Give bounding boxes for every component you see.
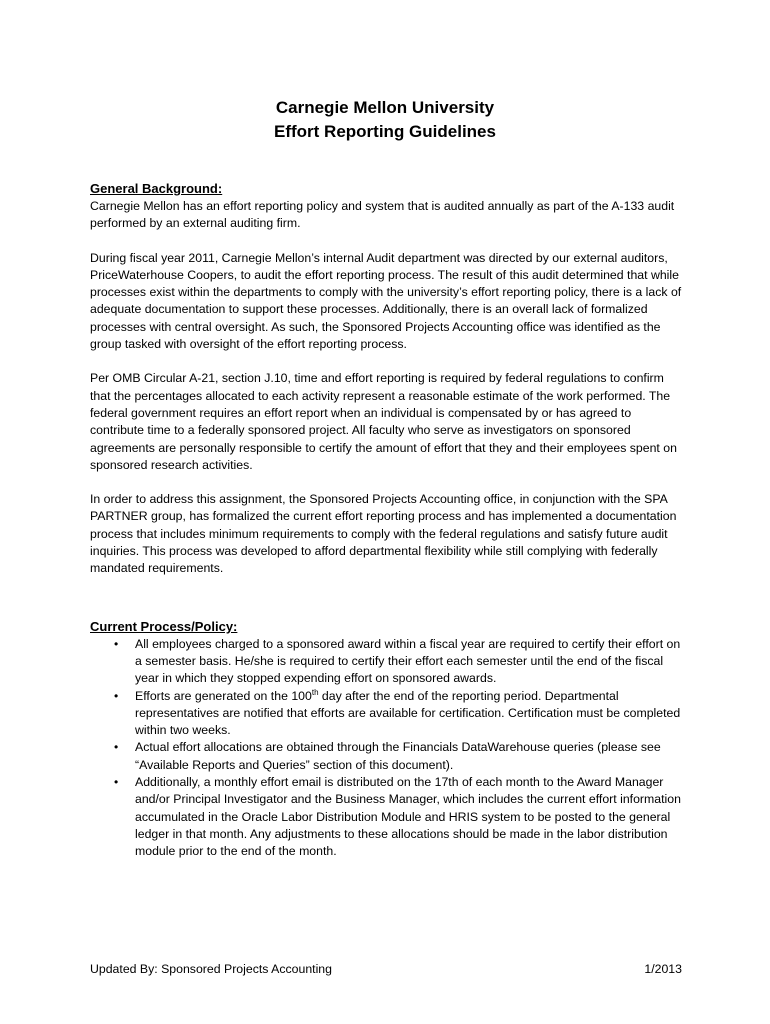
title-guidelines: Effort Reporting Guidelines	[274, 122, 496, 141]
bullet-icon: •	[114, 775, 119, 790]
paragraph-background-1: Carnegie Mellon has an effort reporting policy and system that is audited annually as part of the A-133 audit performed by an external auditing firm.	[90, 199, 675, 231]
paragraph-background-3: Per OMB Circular A-21, section J.10, time and effort reporting is required by federal regulations to confirm that the percentages allocated to each activity represent a reasonable estimate of the work performed. The federal government requires an effort report when an individual is compensated by or has agreed to contribute time to a federally sponsored project. All faculty who serve as investigators on sponsored agreements are personally responsible to certify the amount of effort that they and their employees spent on sponsored research activities.	[90, 371, 677, 472]
ordinal-superscript: th	[311, 687, 319, 697]
list-item-text: Additionally, a monthly effort email is distributed on the 17th of each month to the Award Manager and/or Principal Investigator and the Business Manager, which includes the current effort information accumulated in the Oracle Labor Distribution Module and HRIS system to be posted to the general ledger in that month. Any adjustments to these allocations should be made in the labor distribution module prior to the end of the month.	[135, 775, 681, 859]
bullet-icon: •	[114, 740, 119, 755]
document-title	[0, 96, 770, 144]
list-item	[90, 636, 682, 688]
list-item-text: All employees charged to a sponsored award within a fiscal year are required to certify their effort on a semester basis. He/she is required to certify their effort each semester until the end of the fiscal year in which they stopped expending effort on sponsored awards.	[135, 636, 681, 686]
section-spacer	[90, 595, 682, 618]
paragraph-background-4: In order to address this assignment, the Sponsored Projects Accounting office, in conjunction with the SPA PARTNER group, has formalized the current effort reporting process and has implemented a documentation process that includes minimum requirements to comply with the federal regulations and satisfy future audit inquiries. This process was developed to afford departmental flexibility while still complying with federally mandated requirements.	[90, 492, 677, 576]
footer-updated-by: Updated By: Sponsored Projects Accounting	[90, 962, 332, 976]
bullet-icon: •	[114, 688, 119, 703]
list-item	[90, 774, 682, 860]
list-item-text-start: Efforts are generated on the 100	[135, 688, 312, 703]
section-heading-background: General Background:	[90, 181, 223, 196]
section-heading-policy: Current Process/Policy:	[90, 618, 238, 634]
list-item-text-end: day after the end of the reporting period. Departmental representatives are notified that efforts are available for certification. Certification must be completed within two weeks.	[135, 688, 681, 738]
title-university: Carnegie Mellon University	[275, 98, 495, 117]
policy-bullet-list	[90, 636, 682, 861]
footer-date: 1/2013	[644, 962, 682, 976]
list-item	[90, 739, 682, 774]
paragraph-background-2: During fiscal year 2011, Carnegie Mellon’s internal Audit department was directed by our external auditors, PriceWaterhouse Coopers, to audit the effort reporting process. The result of this audit determined that while processes exist within the departments to comply with the university’s effort reporting policy, there is a lack of adequate documentation to support these processes. Additionally, there is an overall lack of formalized processes with central oversight. As such, the Sponsored Projects Accounting office was identified as the group tasked with oversight of the effort reporting process.	[90, 250, 682, 352]
bullet-icon: •	[114, 636, 119, 651]
list-item-text: Actual effort allocations are obtained through the Financials DataWarehouse queries (please see “Available Reports and Queries” section of this document).	[135, 740, 661, 772]
list-item	[90, 688, 682, 740]
document-body	[90, 180, 682, 861]
